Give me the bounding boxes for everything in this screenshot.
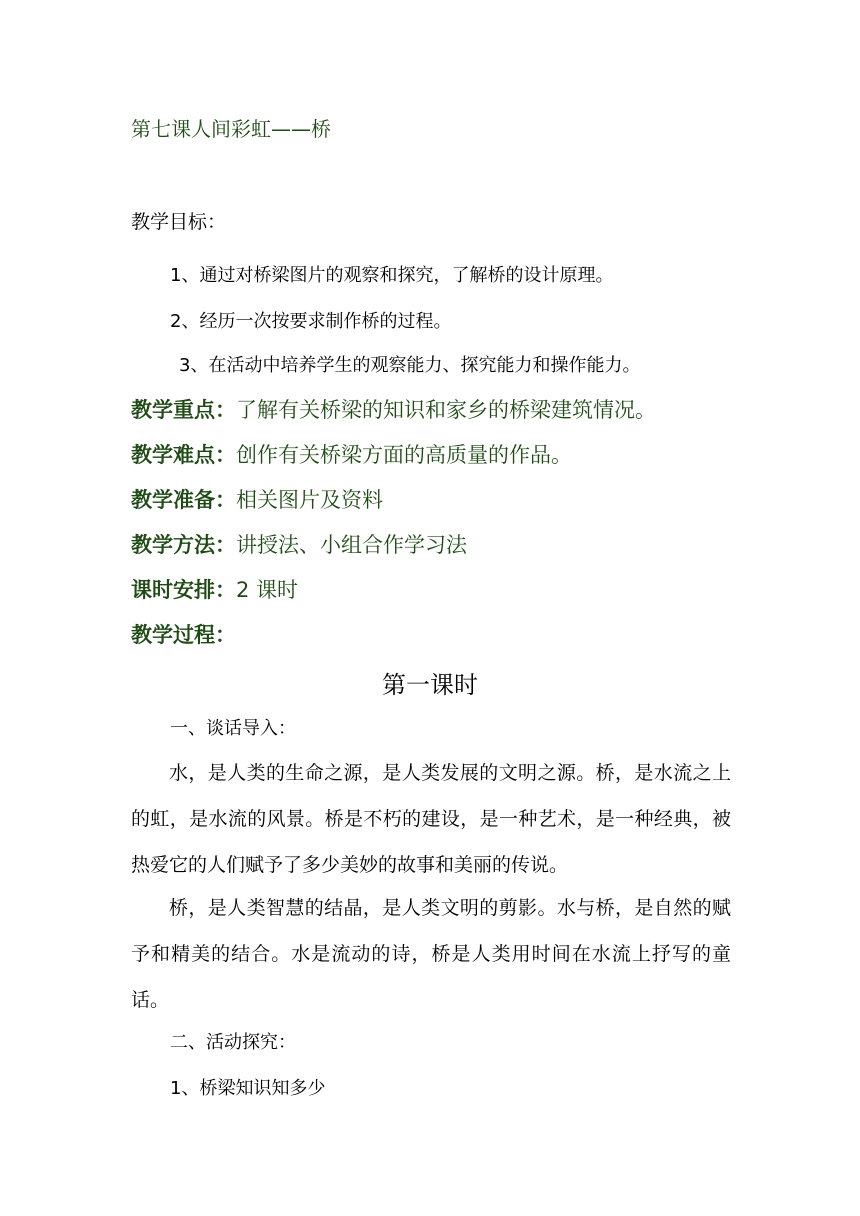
section-title: 第一课时 bbox=[382, 671, 478, 699]
field-value: 2 课时 bbox=[236, 578, 299, 602]
goal-item-1: 1、通过对桥梁图片的观察和探究，了解桥的设计原理。 bbox=[170, 265, 614, 286]
field-label: 教学重点： bbox=[131, 398, 236, 422]
part1-heading: 一、谈话导入： bbox=[170, 718, 296, 739]
paragraph-2: 桥，是人类智慧的结晶，是人类文明的剪影。水与桥，是自然的赋予和精美的结合。水是流动的诗，桥是人类用时间在水流上抒写的童话。 bbox=[131, 897, 731, 1011]
goal-item-3: 3、在活动中培养学生的观察能力、探究能力和操作能力。 bbox=[179, 355, 641, 376]
field-label: 教学过程： bbox=[131, 623, 236, 647]
field-schedule bbox=[131, 575, 298, 605]
field-label: 教学难点： bbox=[131, 443, 236, 467]
field-process bbox=[131, 620, 236, 650]
field-methods bbox=[131, 530, 467, 560]
field-label: 教学方法： bbox=[131, 533, 236, 557]
goal-item-2: 2、经历一次按要求制作桥的过程。 bbox=[170, 311, 452, 332]
part2-heading: 二、活动探究： bbox=[170, 1032, 296, 1053]
field-label: 教学准备： bbox=[131, 488, 236, 512]
field-difficulties bbox=[131, 440, 572, 470]
field-value: 创作有关桥梁方面的高质量的作品。 bbox=[236, 443, 572, 467]
paragraph-1: 水，是人类的生命之源，是人类发展的文明之源。桥，是水流之上的虹，是水流的风景。桥是不朽的建设，是一种艺术，是一种经典，被热爱它的人们赋予了多少美妙的故事和美丽的传说。 bbox=[131, 762, 731, 876]
field-label: 课时安排： bbox=[131, 578, 236, 602]
field-value: 相关图片及资料 bbox=[236, 488, 383, 512]
part2-item-1: 1、桥梁知识知多少 bbox=[170, 1078, 326, 1099]
field-value: 了解有关桥梁的知识和家乡的桥梁建筑情况。 bbox=[236, 398, 656, 422]
field-value: 讲授法、小组合作学习法 bbox=[236, 533, 467, 557]
lesson-title: 第七课人间彩虹——桥 bbox=[131, 117, 331, 141]
field-preparation bbox=[131, 485, 383, 515]
goals-heading: 教学目标： bbox=[131, 211, 227, 233]
field-key-points bbox=[131, 395, 656, 425]
